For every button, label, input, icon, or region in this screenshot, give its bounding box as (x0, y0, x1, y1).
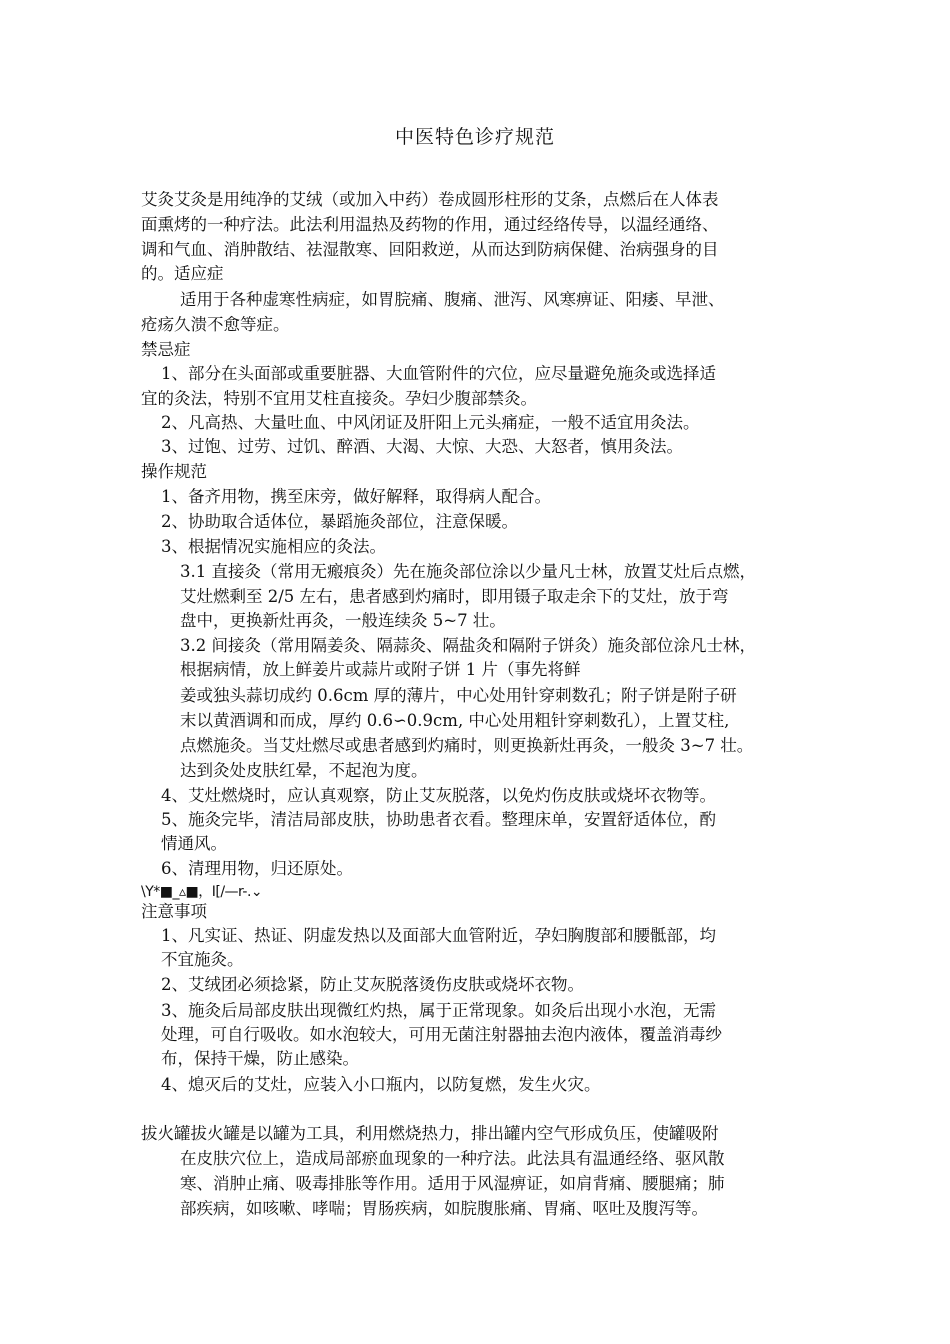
notes-heading: 注意事项 (141, 902, 207, 921)
direct-moxibustion-line: 3.1 直接灸（常用无瘢痕灸）先在施灸部位涂以少量凡士林，放置艾灶后点燃， (180, 562, 756, 581)
contraindication-line: 3、过饱、过劳、过饥、醉酒、大渴、大惊、大恐、大怒者，慎用灸法。 (161, 437, 683, 456)
contraindication-line: 2、凡高热、大量吐血、中风闭证及肝阳上元头痛症，一般不适宜用灸法。 (161, 413, 700, 432)
note-line: 4、熄灭后的艾灶，应装入小口瓶内，以防复燃，发生火灾。 (161, 1075, 601, 1094)
note-line: 2、艾绒团必须捻紧，防止艾灰脱落烫伤皮肤或烧坏衣物。 (161, 975, 584, 994)
moxibustion-intro-line: 的。适应症 (141, 264, 224, 283)
contraindication-line: 1、部分在头面部或重要脏器、大血管附件的穴位，应尽量避免施灸或选择适 (161, 364, 716, 383)
contraindication-line: 宜的灸法，特别不宜用艾柱直接灸。孕妇少腹部禁灸。 (141, 389, 537, 408)
document-title: 中医特色诊疗规范 (394, 126, 555, 148)
note-line: 处理，可自行吸收。如水泡较大，可用无菌注射器抽去泡内液体，覆盖消毒纱 (161, 1025, 722, 1044)
direct-moxibustion-line: 艾灶燃剩至 2/5 左右，患者感到灼痛时，即用镊子取走余下的艾灶，放于弯 (180, 587, 729, 606)
direct-moxibustion-line: 盘中，更换新灶再灸，一般连续灸 5~7 壮。 (180, 611, 506, 630)
operation-step: 5、施灸完毕，清洁局部皮肤，协助患者衣看。整理床单，安置舒适体位，酌 (161, 810, 716, 829)
cupping-line: 部疾病，如咳嗽、哮喘；胃肠疾病，如脘腹胀痛、胃痛、呕吐及腹泻等。 (180, 1199, 708, 1218)
note-line: 3、施灸后局部皮肤出现微红灼热，属于正常现象。如灸后出现小水泡，无需 (161, 1001, 716, 1020)
operation-step: 1、备齐用物，携至床旁，做好解释，取得病人配合。 (161, 487, 551, 506)
note-line: 1、凡实证、热证、阴虚发热以及面部大血管附近，孕妇胸腹部和腰骶部，均 (161, 926, 716, 945)
cupping-line: 拔火罐拔火罐是以罐为工具，利用燃烧热力，排出罐内空气形成负压，使罐吸附 (141, 1124, 719, 1143)
note-line: 布，保持干燥，防止感染。 (161, 1049, 359, 1068)
operation-step: 2、协助取合适体位，暴蹈施灸部位，注意保暖。 (161, 512, 518, 531)
indirect-moxibustion-line: 姜或独头蒜切成约 0.6cm 厚的薄片，中心处用针穿刺数孔；附子饼是附子研 (180, 686, 737, 705)
moxibustion-intro-line: 调和气血、消肿散结、祛湿散寒、回阳救逆，从而达到防病保健、治病强身的目 (141, 240, 719, 259)
operation-step: 4、艾灶燃烧时，应认真观察，防止艾灰脱落，以免灼伤皮肤或烧坏衣物等。 (161, 786, 716, 805)
scan-artifact-text: \Y*■_▵■，I[/—r-.⌄ (141, 884, 263, 900)
indications-line: 疮疡久溃不愈等症。 (141, 315, 290, 334)
moxibustion-intro-line: 艾灸艾灸是用纯净的艾绒（或加入中药）卷成圆形柱形的艾条，点燃后在人体表 (141, 190, 719, 209)
operation-step: 6、清理用物，归还原处。 (161, 859, 353, 878)
cupping-line: 寒、消肿止痛、吸毒排胀等作用。适用于风湿痹证，如肩背痛、腰腿痛；肺 (180, 1174, 725, 1193)
operations-heading: 操作规范 (141, 462, 207, 481)
contraindications-heading: 禁忌症 (141, 340, 191, 359)
operation-step: 情通风。 (161, 834, 227, 853)
moxibustion-intro-line: 面熏烤的一种疗法。此法利用温热及药物的作用，通过经络传导，以温经通络、 (141, 215, 719, 234)
operation-step: 3、根据情况实施相应的灸法。 (161, 537, 386, 556)
indirect-moxibustion-line: 达到灸处皮肤红晕，不起泡为度。 (180, 761, 428, 780)
cupping-line: 在皮肤穴位上，造成局部瘀血现象的一种疗法。此法具有温通经络、驱风散 (180, 1149, 725, 1168)
indirect-moxibustion-line: 根据病情，放上鲜姜片或蒜片或附子饼 1 片（事先将鲜 (180, 660, 581, 679)
note-line: 不宜施灸。 (161, 950, 244, 969)
indirect-moxibustion-line: 末以黄酒调和而成，厚约 0.6∽0.9cm, 中心处用粗针穿刺数孔），上置艾柱, (180, 711, 730, 730)
indirect-moxibustion-line: 点燃施灸。当艾灶燃尽或患者感到灼痛时，则更换新灶再灸，一般灸 3~7 壮。 (180, 736, 754, 755)
indications-line: 适用于各种虚寒性病症，如胃脘痛、腹痛、泄泻、风寒痹证、阳痿、早泄、 (180, 290, 725, 309)
indirect-moxibustion-line: 3.2 间接灸（常用隔姜灸、隔蒜灸、隔盐灸和隔附子饼灸）施灸部位涂凡士林， (180, 636, 756, 655)
